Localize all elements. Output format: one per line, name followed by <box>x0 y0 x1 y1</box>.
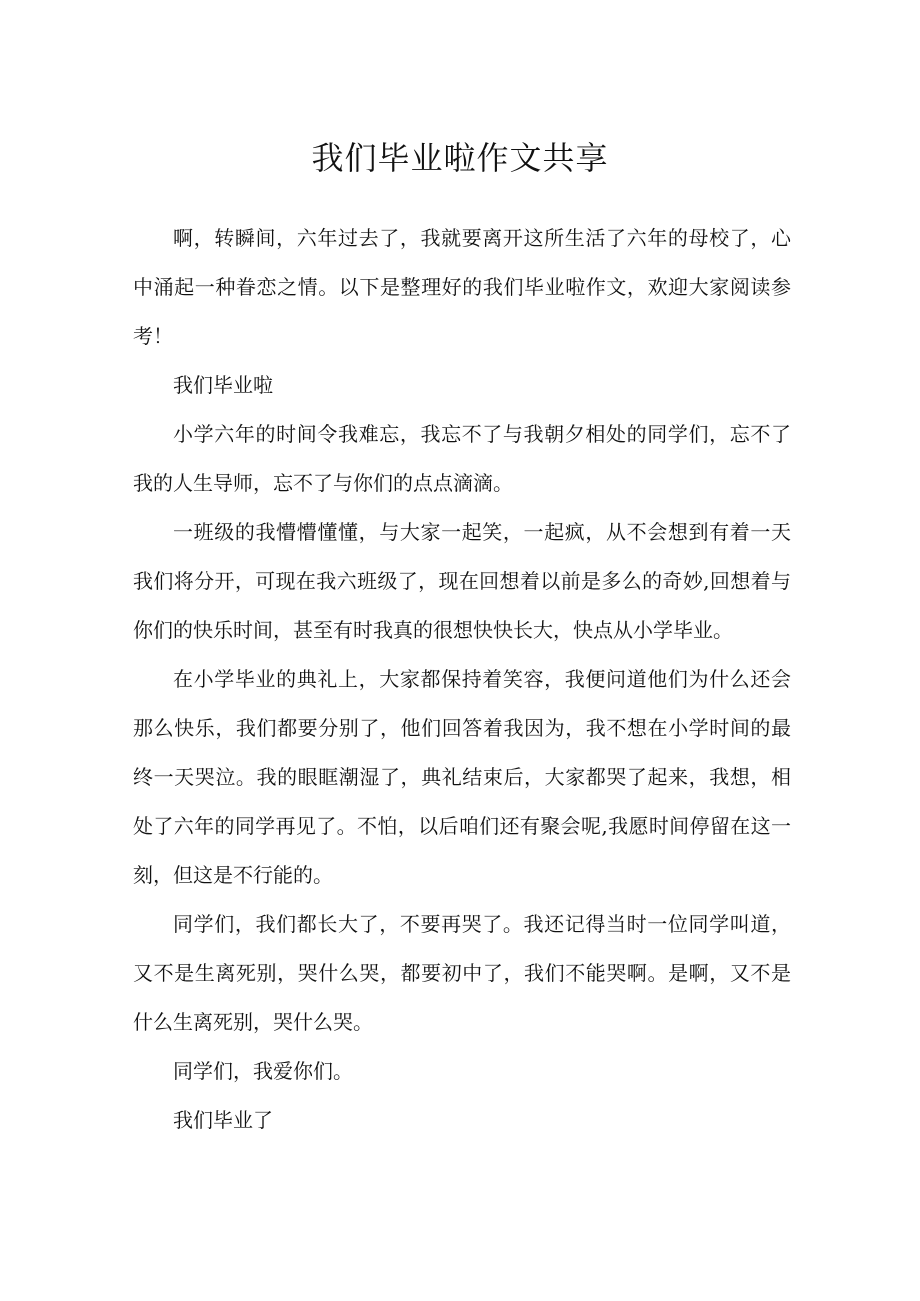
body-paragraph: 小学六年的时间令我难忘，我忘不了与我朝夕相处的同学们，忘不了我的人生导师，忘不了与你们的点点滴滴。 <box>133 422 791 495</box>
document-title: 我们毕业啦作文共享 <box>311 139 609 177</box>
body-paragraph: 一班级的我懵懵懂懂，与大家一起笑，一起疯，从不会想到有着一天我们将分开，可现在我六班级了，现在回想着以前是多么的奇妙,回想着与你们的快乐时间，甚至有时我真的很想快快长大，快点从小学毕业。 <box>133 520 791 642</box>
body-paragraph: 同学们，我爱你们。 <box>173 1059 353 1083</box>
section-heading: 我们毕业了 <box>173 1108 273 1132</box>
section-heading: 我们毕业啦 <box>173 373 273 397</box>
document-body <box>133 214 791 1145</box>
body-paragraph: 在小学毕业的典礼上，大家都保持着笑容，我便问道他们为什么还会那么快乐，我们都要分别了，他们回答着我因为，我不想在小学时间的最终一天哭泣。我的眼眶潮湿了，典礼结束后，大家都哭了起来，我想，相处了六年的同学再见了。不怕，以后咱们还有聚会呢,我愿时间停留在这一刻，但这是不行能的。 <box>133 667 791 887</box>
intro-paragraph: 啊，转瞬间，六年过去了，我就要离开这所生活了六年的母校了，心中涌起一种眷恋之情。以下是整理好的我们毕业啦作文，欢迎大家阅读参考！ <box>133 226 791 348</box>
body-paragraph: 同学们，我们都长大了，不要再哭了。我还记得当时一位同学叫道，又不是生离死别，哭什么哭，都要初中了，我们不能哭啊。是啊，又不是什么生离死别，哭什么哭。 <box>133 912 791 1034</box>
